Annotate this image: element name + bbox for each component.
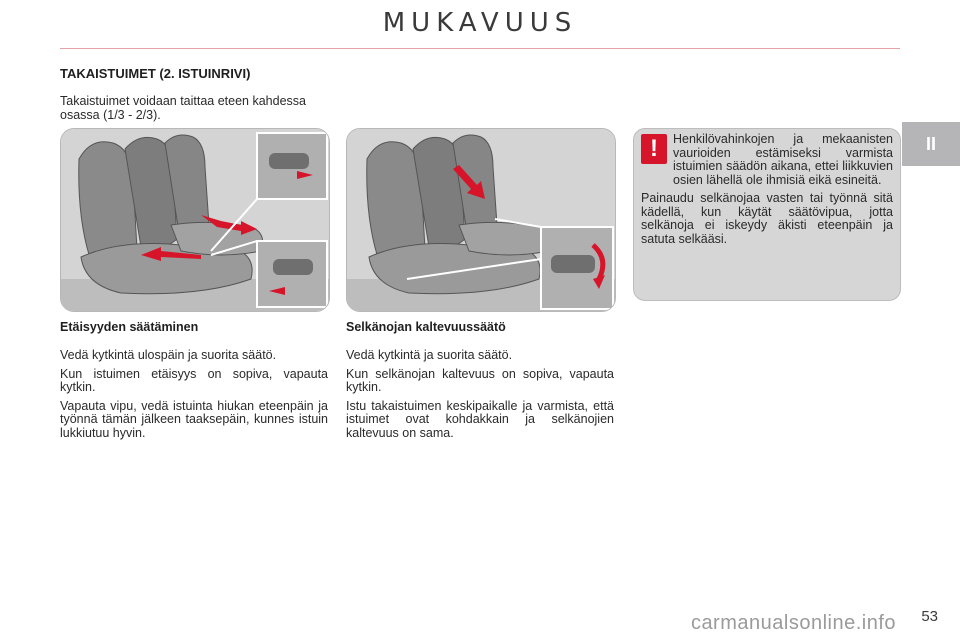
warning-paragraph: Painaudu selkänojaa vasten tai työnnä sitä kädellä, kun käytät säätövipua, jotta selkänoja ei iskeydy äkisti eteenpäin ja satuta selkääsi.	[641, 191, 893, 246]
header-divider	[60, 48, 900, 49]
paragraph: Vapauta vipu, vedä istuinta hiukan eteenpäin ja työnnä tämän jälkeen taaksepäin, kunnes istuin lukkiutuu hyvin.	[60, 398, 328, 440]
paragraph: Kun istuimen etäisyys on sopiva, vapauta kytkin.	[60, 366, 328, 394]
backrest-tilt-text	[346, 349, 614, 445]
seat-distance-drawing	[61, 129, 329, 311]
chapter-tab[interactable]: II	[902, 122, 960, 166]
watermark: carmanualsonline.info	[690, 612, 896, 634]
intro-text: Takaistuimet voidaan taittaa eteen kahdessa osassa (1/3 - 2/3).	[60, 94, 306, 122]
section-title: TAKAISTUIMET (2. ISTUINRIVI)	[60, 66, 251, 81]
backrest-tilt-illustration	[346, 128, 616, 312]
paragraph: Vedä kytkintä ja suorita säätö.	[346, 348, 513, 362]
backrest-tilt-drawing	[347, 129, 615, 311]
distance-adjustment-text	[60, 349, 328, 445]
warning-icon: !	[641, 134, 667, 164]
paragraph: Istu takaistuimen keskipaikalle ja varmista, että istuimet ovat kohdakkain ja selkänojien kaltevuus on sama.	[346, 398, 614, 440]
warning-text	[641, 133, 893, 251]
backrest-tilt-heading: Selkänojan kaltevuussäätö	[346, 320, 506, 334]
page-title: MUKAVUUS	[382, 8, 578, 38]
seat-distance-illustration	[60, 128, 330, 312]
paragraph: Kun selkänojan kaltevuus on sopiva, vapauta kytkin.	[346, 366, 614, 394]
distance-adjustment-heading: Etäisyyden säätäminen	[60, 320, 199, 334]
warning-paragraph: Henkilövahinkojen ja mekaanisten vaurioiden estämiseksi varmista istuimien säädön aikana, ettei liikkuvien osien lähellä ole ihmisiä eikä esineitä.	[673, 132, 893, 187]
page-number: 53	[921, 608, 938, 625]
paragraph: Vedä kytkintä ulospäin ja suorita säätö.	[60, 348, 277, 362]
